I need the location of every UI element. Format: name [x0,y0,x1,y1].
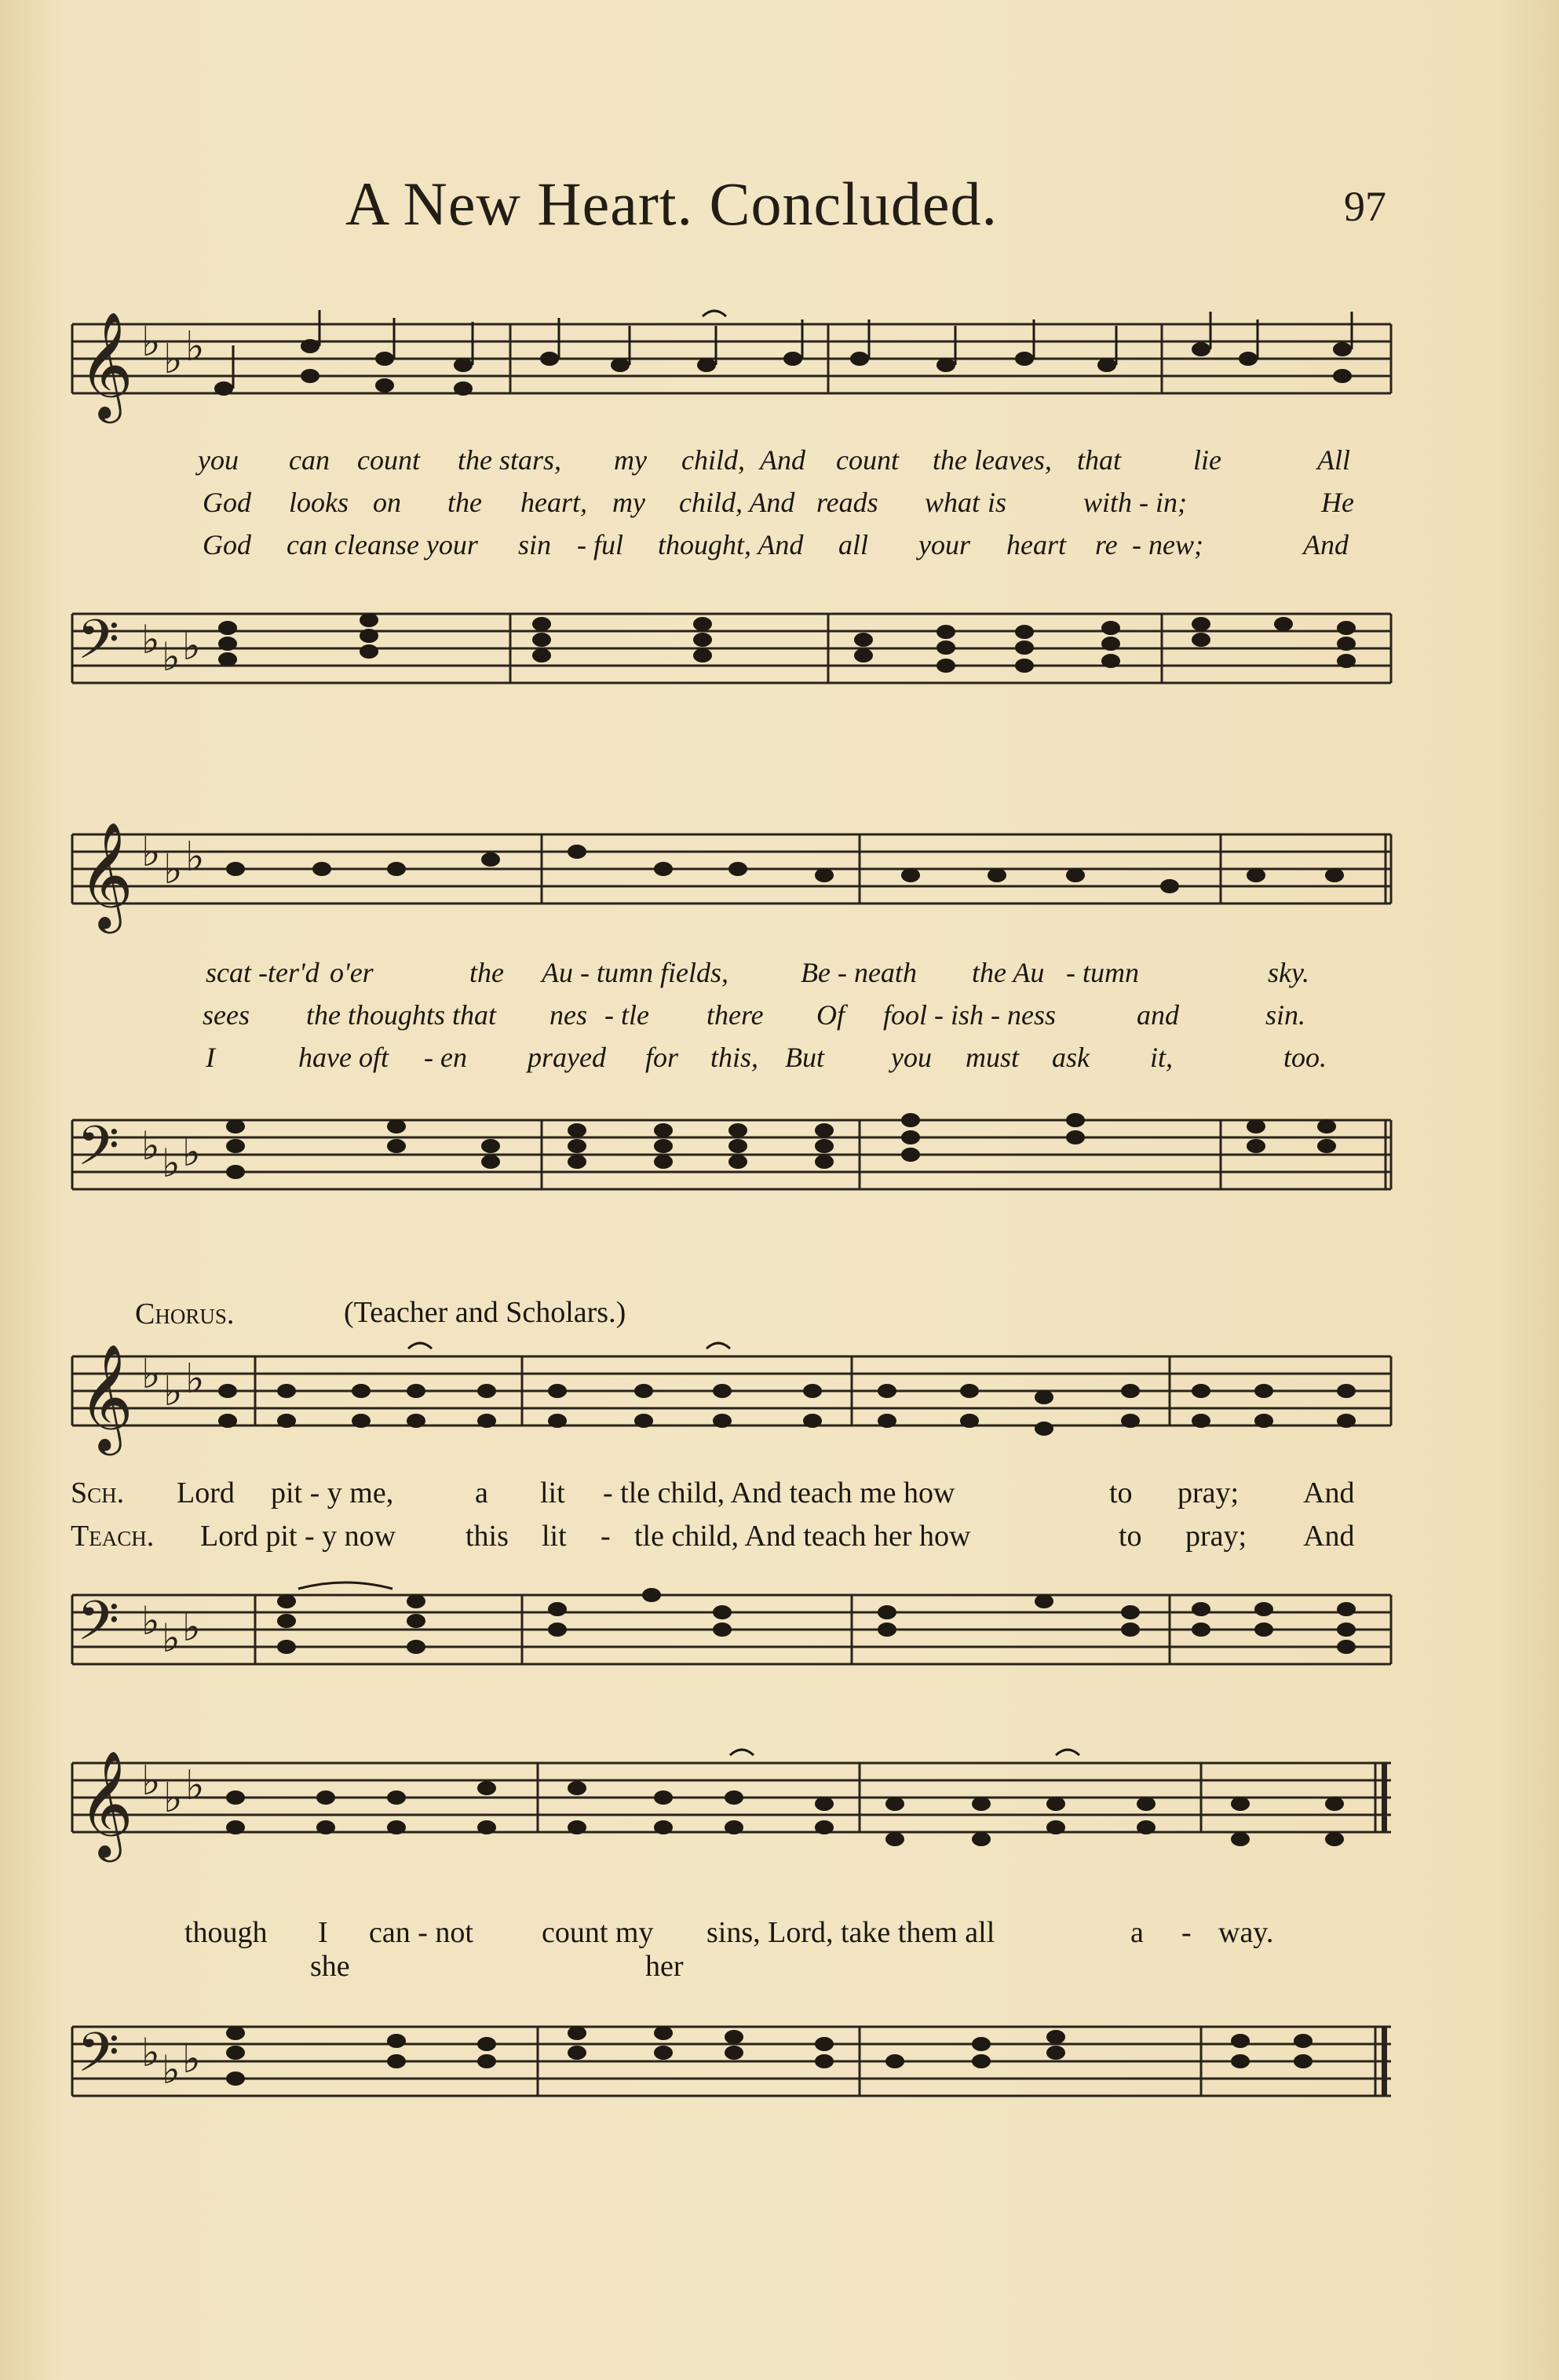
lyric-syllable: can - not [369,1916,473,1949]
lyric-syllable: her [645,1950,684,1983]
svg-text:♭: ♭ [182,2036,201,2082]
lyric-syllable: too. [1283,1042,1327,1073]
lyric-syllable: And [1303,529,1349,560]
lyric-syllable: it, [1150,1042,1174,1073]
lyric-verse-3 [0,1041,1559,1080]
part-label-teacher: Teach. [71,1520,155,1553]
lyric-syllable: my [614,444,647,476]
lyric-syllable: on [373,487,401,518]
lyric-syllable: fool - ish - ness [883,999,1056,1031]
svg-text:𝄞: 𝄞 [78,820,133,929]
part-label-scholars: Sch. [71,1477,125,1509]
lyric-syllable: a [1130,1916,1144,1949]
svg-text:♭: ♭ [162,1615,181,1661]
lyric-syllable: - en [424,1042,467,1073]
svg-text:♭: ♭ [182,623,201,669]
lyric-syllable: Au - tumn fields, [542,957,728,988]
page-title: A New Heart. Concluded. [345,170,998,238]
svg-text:♭: ♭ [185,323,205,371]
lyric-syllable: God [203,529,251,560]
svg-text:𝄞: 𝄞 [78,310,133,418]
lyric-syllable: sin. [1265,999,1306,1031]
lyric-syllable: lit [540,1477,565,1509]
lyric-syllable: re [1095,529,1118,560]
lyric-syllable: - tumn [1066,957,1139,988]
lyric-syllable: Lord pit - y now [200,1520,396,1553]
bass-staff-system-1 [0,597,1559,706]
lyric-syllable: what [925,487,980,518]
treble-staff-system-3 [0,1342,1559,1451]
svg-text:♭: ♭ [141,1351,161,1398]
lyric-syllable: the thoughts that [306,999,496,1031]
lyric-syllable: the [469,957,504,988]
lyric-syllable: that [1077,444,1122,476]
lyric-syllable: though [184,1916,268,1949]
lyric-syllable: scat -ter'd [206,957,319,988]
lyric-syllable: the stars, [458,444,562,476]
lyric-scholars [0,1476,1559,1515]
lyric-syllable: - tle child, And teach me how [603,1477,955,1509]
svg-text:𝄢: 𝄢 [77,1589,120,1666]
svg-text:♭: ♭ [141,2030,160,2075]
lyric-syllable: she [310,1950,350,1983]
lyric-syllable: lit [542,1520,567,1553]
svg-text:♭: ♭ [185,834,205,881]
lyric-syllable: with - in; [1083,487,1187,518]
svg-text:♭: ♭ [141,319,161,366]
bass-staff-system-3 [0,1578,1559,1688]
treble-staff-system-2 [0,820,1559,929]
lyric-syllable: you [891,1042,932,1073]
lyric-syllable: can cleanse your [287,529,478,560]
bass-staff-system-4 [0,2009,1559,2119]
svg-text:♭: ♭ [141,829,161,876]
lyric-syllable: count my [542,1916,654,1949]
lyric-syllable: sin [518,529,552,560]
lyric-syllable: child, [681,444,745,476]
lyric-line-2 [0,1949,1559,1988]
lyric-syllable: He [1321,487,1354,518]
lyric-syllable: pit - y me, [271,1477,394,1509]
lyric-syllable: Be - neath [801,957,917,988]
lyric-syllable: heart, [520,487,587,518]
lyric-syllable: reads [816,487,878,518]
chorus-label: Chorus. [135,1298,235,1331]
lyric-syllable: can [289,444,330,476]
lyric-syllable: All [1317,444,1350,476]
lyric-syllable: to [1119,1520,1142,1553]
lyric-syllable: your [918,529,970,560]
lyric-syllable: pray; [1177,1477,1240,1509]
lyric-syllable: - new; [1132,529,1203,560]
lyric-syllable: is [988,487,1007,518]
lyric-syllable: But [785,1042,824,1073]
lyric-syllable: the Au [972,957,1045,988]
lyric-syllable: tle child, And teach her how [634,1520,971,1553]
lyric-syllable: to [1109,1477,1133,1509]
lyric-syllable: the leaves, [933,444,1052,476]
svg-text:♭: ♭ [162,2047,181,2093]
svg-text:♭: ♭ [141,1758,161,1805]
lyric-syllable: count [357,444,420,476]
lyric-syllable: heart [1006,529,1066,560]
lyric-syllable: And [760,444,805,476]
svg-text:♭: ♭ [185,1762,205,1809]
lyric-syllable: and [1137,999,1179,1031]
treble-staff-system-4 [0,1749,1559,1857]
svg-text:𝄢: 𝄢 [77,1114,120,1191]
page-number: 97 [1344,183,1386,230]
lyric-syllable: God [203,487,251,518]
lyric-syllable: this, [710,1042,759,1073]
svg-text:♭: ♭ [163,1775,183,1822]
lyric-syllable: And [1303,1477,1355,1509]
lyric-syllable: And [1303,1520,1355,1553]
lyric-syllable: nes [549,999,587,1031]
treble-staff-system-1 [0,310,1559,418]
lyric-syllable: there [706,999,764,1031]
lyric-teacher [0,1519,1559,1558]
lyric-verse-3 [0,528,1559,568]
svg-text:♭: ♭ [141,617,160,663]
chorus-parts-label: (Teacher and Scholars.) [344,1296,626,1329]
svg-text:𝄞: 𝄞 [78,1342,133,1451]
lyric-syllable: - ful [577,529,623,560]
lyric-syllable: count [836,444,899,476]
lyric-syllable: must [966,1042,1020,1073]
svg-text:𝄢: 𝄢 [77,2020,120,2097]
lyric-syllable: sky. [1268,957,1309,988]
bass-staff-system-2 [0,1103,1559,1213]
lyric-syllable: way. [1218,1916,1274,1949]
lyric-verse-1 [0,956,1559,995]
lyric-syllable: - tle [604,999,649,1031]
svg-text:♭: ♭ [185,1356,205,1403]
lyric-syllable: you [198,444,239,476]
svg-text:♭: ♭ [141,1598,160,1644]
lyric-syllable: prayed [528,1042,606,1073]
lyric-syllable: lie [1193,444,1221,476]
lyric-syllable: have oft [298,1042,389,1073]
svg-text:♭: ♭ [162,634,181,680]
lyric-syllable: all [838,529,869,560]
lyric-syllable: I [206,1042,215,1073]
svg-text:𝄞: 𝄞 [78,1749,133,1857]
lyric-syllable: child, And [679,487,795,518]
lyric-syllable: Of [816,999,845,1031]
svg-text:♭: ♭ [162,1141,181,1186]
lyric-syllable: the [447,487,482,518]
lyric-syllable: my [612,487,645,518]
lyric-syllable: - [601,1520,611,1553]
lyric-syllable: I [318,1916,328,1949]
svg-text:♭: ♭ [182,1130,201,1175]
lyric-syllable: o'er [330,957,374,988]
svg-text:♭: ♭ [182,1604,201,1650]
lyric-syllable: ask [1052,1042,1090,1073]
lyric-syllable: this [466,1520,509,1553]
lyric-syllable: sees [203,999,250,1031]
lyric-syllable: Lord [177,1477,235,1509]
svg-text:♭: ♭ [163,1368,183,1415]
lyric-syllable: for [645,1042,679,1073]
lyric-verse-1 [0,444,1559,483]
lyric-verse-2 [0,486,1559,525]
lyric-syllable: pray; [1185,1520,1247,1553]
lyric-syllable: sins, Lord, take them all [706,1916,995,1949]
lyric-syllable: thought, And [658,529,804,560]
svg-text:♭: ♭ [141,1123,160,1169]
svg-text:♭: ♭ [163,846,183,893]
lyric-syllable: looks [289,487,349,518]
lyric-syllable: a [475,1477,488,1509]
lyric-verse-2 [0,998,1559,1038]
lyric-syllable: - [1181,1916,1192,1949]
svg-text:𝄢: 𝄢 [77,608,120,684]
svg-text:♭: ♭ [163,336,183,383]
